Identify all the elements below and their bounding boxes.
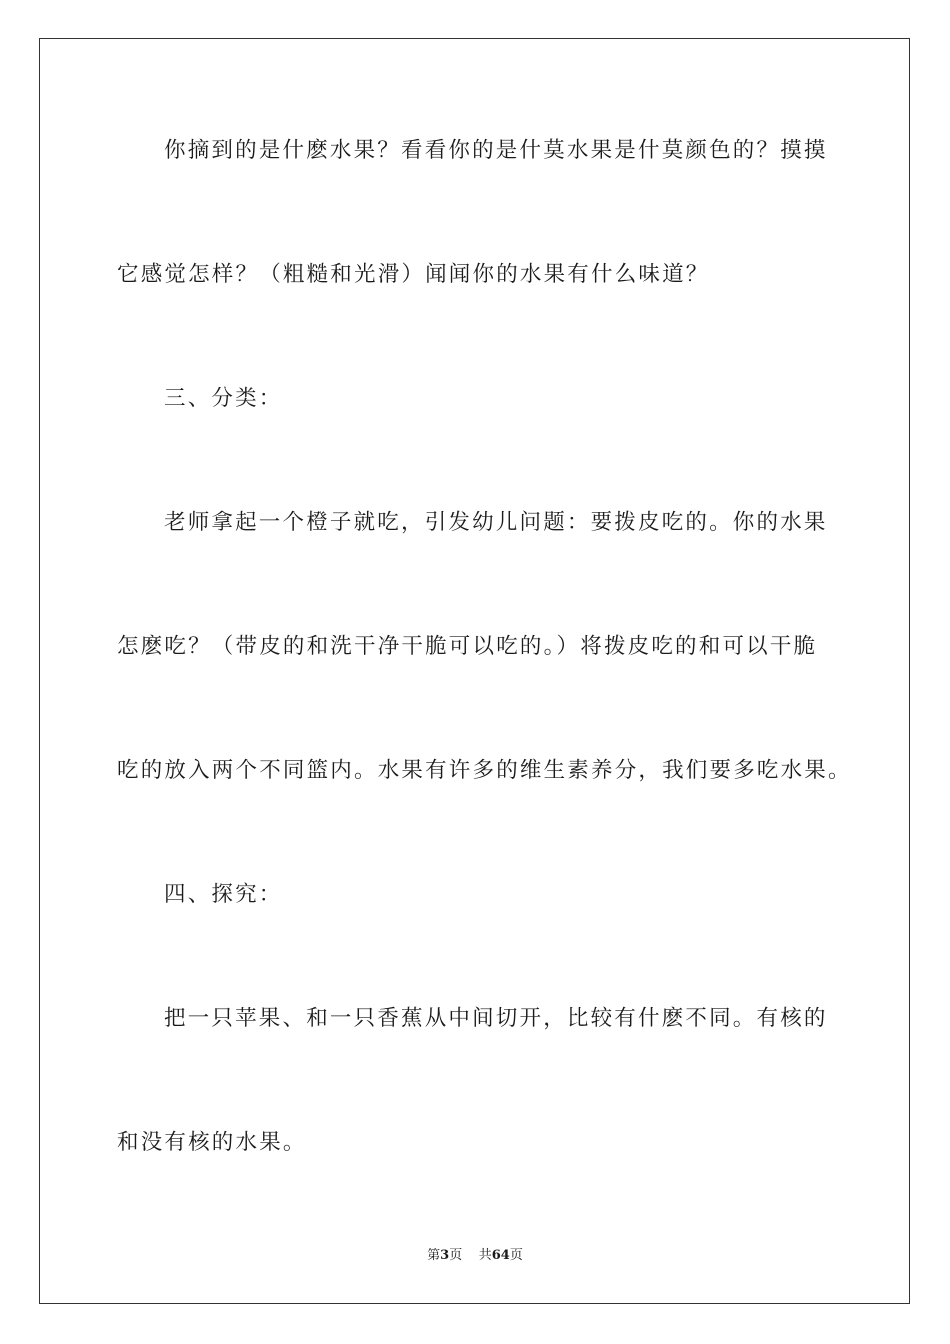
paragraph-line-7: 和没有核的水果。 (117, 1130, 307, 1155)
footer-page-suffix: 页 (449, 1248, 463, 1263)
footer-page-number: 3 (440, 1248, 450, 1263)
footer-total-suffix: 页 (509, 1248, 523, 1263)
footer-page-prefix: 第 (427, 1248, 441, 1263)
footer-total-prefix: 共 (478, 1248, 492, 1263)
paragraph-line-5: 吃的放入两个不同篮内。水果有许多的维生素养分，我们要多吃水果。 (117, 758, 852, 783)
paragraph-line-2: 它感觉怎样？（粗糙和光滑）闻闻你的水果有什么味道？ (117, 262, 710, 287)
section-heading-explore: 四、探究： (164, 882, 283, 907)
paragraph-line-6: 把一只苹果、和一只香蕉从中间切开，比较有什麽不同。有核的 (164, 1006, 828, 1031)
page-footer (0, 1247, 950, 1265)
paragraph-line-4: 怎麽吃？（带皮的和洗干净干脆可以吃的。）将拨皮吃的和可以干脆 (117, 634, 818, 659)
section-heading-classify: 三、分类： (164, 386, 283, 411)
paragraph-line-3: 老师拿起一个橙子就吃，引发幼儿问题：要拨皮吃的。你的水果 (164, 510, 828, 535)
paragraph-line-1: 你摘到的是什麽水果？看看你的是什莫水果是什莫颜色的？摸摸 (164, 138, 828, 163)
footer-total-pages: 64 (491, 1248, 510, 1263)
page-border (39, 38, 910, 1304)
